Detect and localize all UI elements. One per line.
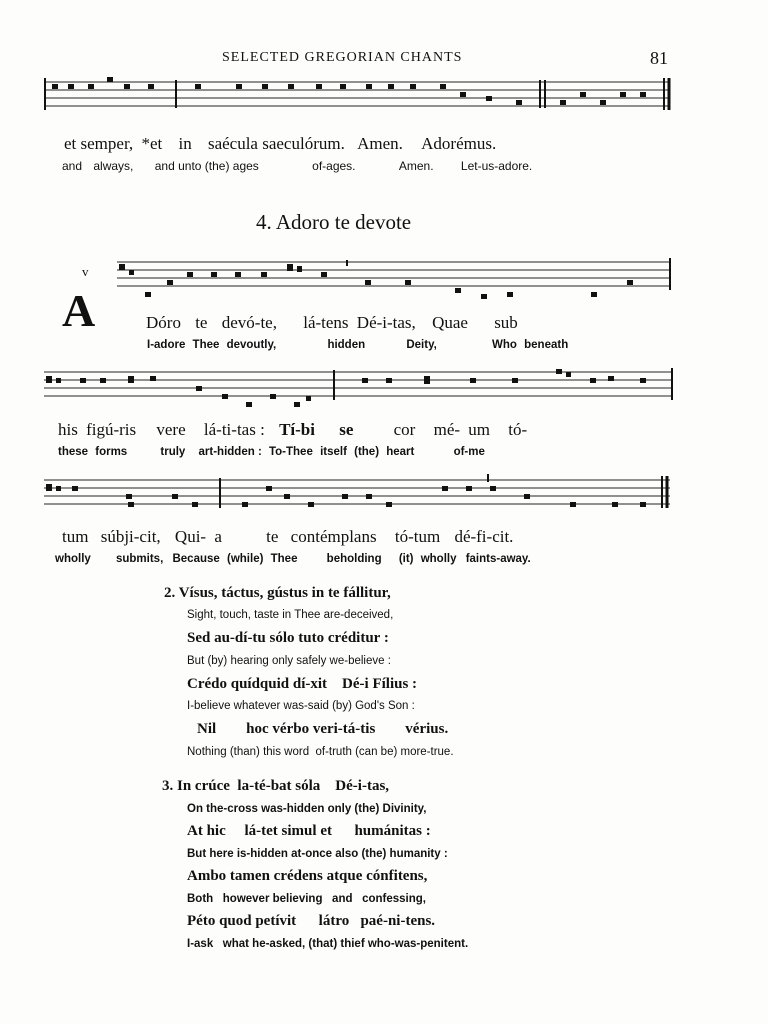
verse2-english-2: But (by) hearing only safely we-believe : bbox=[187, 655, 391, 667]
verse3-english-1: On the-cross was-hidden only (the) Divinity, bbox=[187, 803, 427, 815]
verse3-english-4: I-ask what he-asked, (that) thief who-was-penitent. bbox=[187, 938, 469, 950]
page-number: 81 bbox=[650, 48, 668, 68]
verse2-latin-4: Nil hoc vérbo veri-tá-tis vérius. bbox=[197, 721, 449, 737]
verse3-english-3: Both however believing and confessing, bbox=[187, 893, 426, 905]
verse3-latin-2: At hic lá-tet simul et humánitas : bbox=[187, 823, 431, 839]
line1-english: I-adore Thee devoutly, hidden Deity, Who beneath bbox=[147, 339, 569, 351]
staff-line-3 bbox=[42, 474, 678, 524]
top-english-line: and always, and unto (the) ages of-ages. Amen. Let-us-adore. bbox=[62, 159, 533, 173]
verse2-latin-2: Sed au-dí-tu sólo tuto créditur : bbox=[187, 630, 389, 646]
verse3-latin-3: Ambo tamen crédens atque cónfitens, bbox=[187, 868, 428, 884]
line3-english: wholly submits, Because (while) Thee beholding (it) wholly faints-away. bbox=[55, 553, 531, 565]
line1-latin: Dóro te devó-te, lá-tens Dé-i-tas, Quae sub bbox=[146, 313, 518, 332]
mode-mark: v bbox=[82, 264, 89, 279]
line2-english: these forms truly art-hidden : To-Thee itself (the) heart of-me bbox=[58, 446, 485, 458]
drop-cap: A bbox=[62, 285, 96, 336]
line2-latin: his figú-ris vere lá-ti-tas : Tí-bi se cor mé- um tó- bbox=[58, 420, 528, 439]
verse3-english-2: But here is-hidden at-once also (the) humanity : bbox=[187, 848, 448, 860]
running-title: SELECTED GREGORIAN CHANTS bbox=[222, 50, 463, 65]
staff-line-1 bbox=[115, 252, 675, 302]
verse2-latin-1: 2. Vísus, táctus, gústus in te fállitur, bbox=[164, 585, 391, 601]
top-latin-line: et semper, *et in saécula saeculórum. Amen. Adorémus. bbox=[64, 134, 497, 153]
verse2-english-4: Nothing (than) this word of-truth (can be) more-true. bbox=[187, 746, 454, 758]
staff-line-2 bbox=[42, 366, 678, 416]
verse3-latin-1: 3. In crúce la-té-bat sóla Dé-i-tas, bbox=[162, 778, 390, 794]
verse2-english-3: I-believe whatever was-said (by) God's Son : bbox=[187, 700, 415, 712]
verse3-latin-4: Péto quod petívit látro paé-ni-tens. bbox=[187, 913, 436, 929]
verse2-latin-3: Crédo quídquid dí-xit Dé-i Fílius : bbox=[187, 676, 418, 692]
hymn-title: 4. Adoro te devote bbox=[256, 210, 412, 234]
top-staff bbox=[40, 72, 680, 118]
verse2-english-1: Sight, touch, taste in Thee are-deceived, bbox=[187, 609, 394, 621]
page-header bbox=[0, 48, 768, 72]
line3-latin: tum súbji-cit, Qui- a te contémplans tó-tum dé-fi-cit. bbox=[62, 527, 514, 546]
